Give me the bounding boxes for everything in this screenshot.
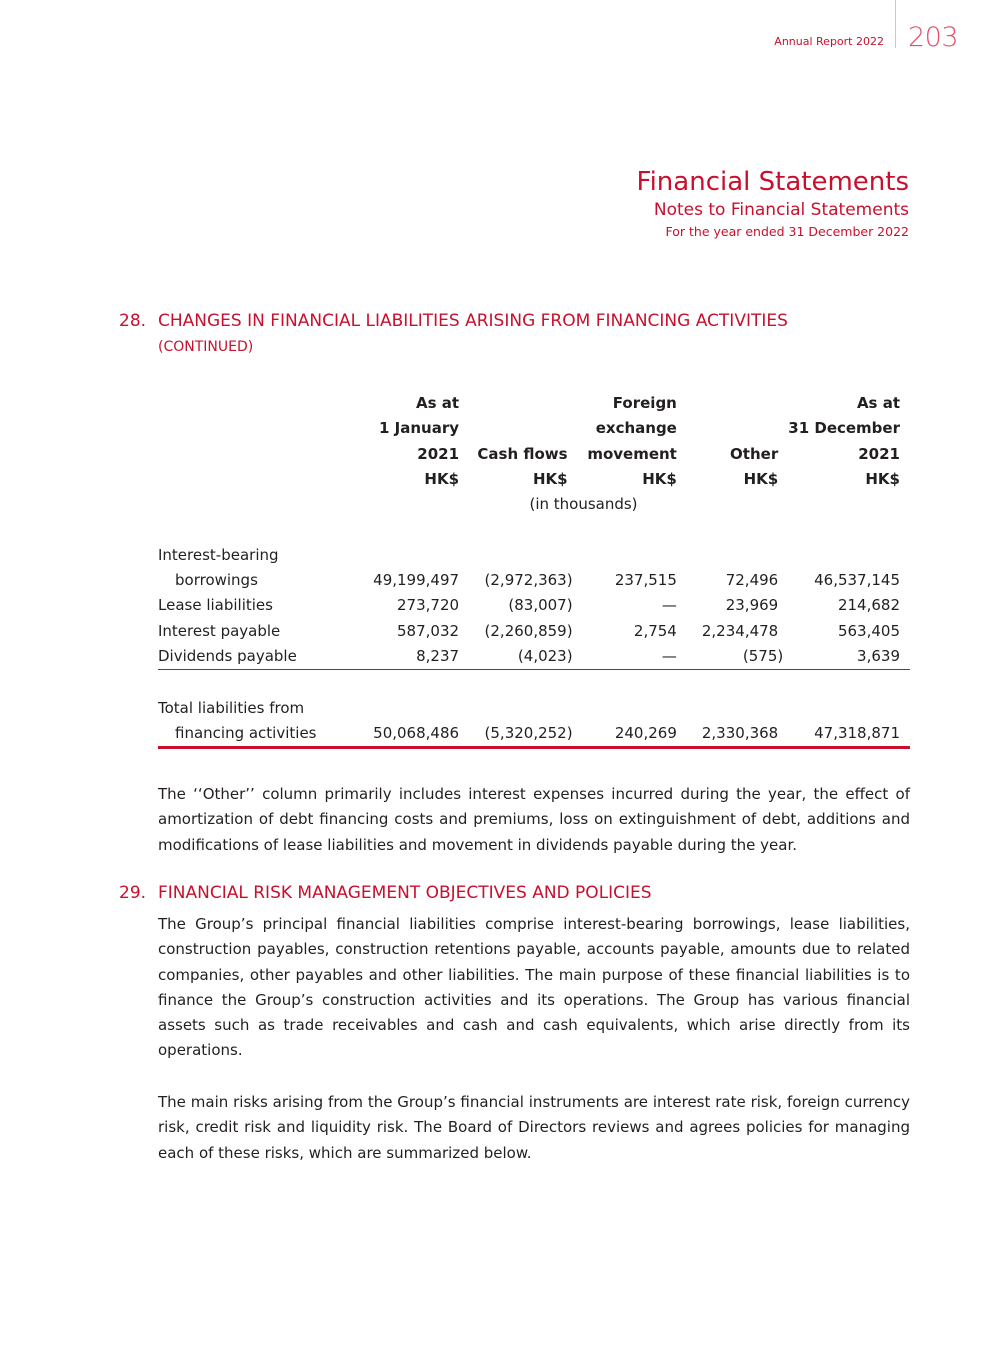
header-divider bbox=[895, 0, 896, 48]
header-cell bbox=[158, 467, 362, 492]
header-row bbox=[158, 391, 910, 416]
header-cell bbox=[687, 391, 788, 416]
section-title: Financial Statements bbox=[636, 167, 909, 197]
header-cell bbox=[158, 442, 362, 467]
report-label: Annual Report 2022 bbox=[774, 35, 884, 48]
table-cell: 2,234,478 bbox=[701, 621, 779, 640]
header-cell: Cash flows bbox=[477, 444, 568, 463]
table-cell: 587,032 bbox=[397, 621, 460, 640]
table-cell: 563,405 bbox=[837, 621, 900, 640]
total-label: Total liabilities from bbox=[158, 698, 305, 717]
total-cell: 2,330,368 bbox=[687, 721, 788, 748]
header-cell bbox=[158, 416, 362, 441]
table-cell: (4,023) bbox=[469, 644, 578, 670]
header-cell: As at bbox=[856, 394, 900, 412]
table-cell: 49,199,497 bbox=[373, 571, 460, 590]
table-cell: (83,007) bbox=[508, 596, 573, 615]
table-cell: (2,972,363) bbox=[484, 571, 573, 590]
section-period: For the year ended 31 December 2022 bbox=[665, 224, 909, 239]
unit-row bbox=[158, 492, 910, 517]
table-cell: 273,720 bbox=[397, 596, 460, 615]
header-cell: HK$ bbox=[642, 469, 677, 488]
row-label: Interest-bearing bbox=[158, 545, 279, 564]
financial-liabilities-table bbox=[158, 391, 910, 749]
header-cell bbox=[469, 416, 578, 441]
header-cell: 31 December bbox=[788, 419, 900, 438]
table-cell: 2,754 bbox=[633, 621, 677, 640]
header-cell bbox=[469, 391, 578, 416]
table-cell: 72,496 bbox=[725, 571, 779, 590]
note-28-footnote: The ‘‘Other’’ column primarily includes interest expenses incurred during the year, the effect of amortization of debt financing costs and premiums, loss on extinguishment of debt, additions and modifications of lease liabilities and movement in dividends payable during the year. bbox=[158, 785, 910, 854]
row-label: Dividends payable bbox=[158, 644, 362, 670]
note-28-heading: CHANGES IN FINANCIAL LIABILITIES ARISING FROM FINANCING ACTIVITIES bbox=[158, 311, 788, 331]
note-29-paragraph-2: The main risks arising from the Group’s financial instruments are interest rate risk, foreign currency risk, credit risk and liquidity risk. The Board of Directors reviews and agrees policies for managing each of these risks, which are summarized below. bbox=[158, 1093, 910, 1162]
header-cell: exchange bbox=[595, 419, 677, 438]
note-29-paragraph-1: The Group’s principal financial liabilities comprise interest-bearing borrowings, lease liabilities, construction payables, construction retentions payable, accounts payable, amounts due to related companies, other payables and other liabilities. The main purpose of these financial liabilities is to finance the Group’s construction activities and its operations. The Group has various financial assets such as trade receivables and cash and cash equivalents, which arise directly from its operations. bbox=[158, 915, 910, 1060]
total-cell: 47,318,871 bbox=[788, 721, 910, 748]
table-cell: 23,969 bbox=[725, 596, 779, 615]
header-cell: movement bbox=[587, 444, 677, 463]
unit-note: (in thousands) bbox=[529, 495, 638, 514]
total-cell: 240,269 bbox=[578, 721, 687, 748]
header-cell: HK$ bbox=[532, 469, 568, 488]
row-label: Lease liabilities bbox=[158, 596, 273, 615]
title-block bbox=[637, 166, 909, 242]
row-label: borrowings bbox=[175, 571, 258, 590]
header-row bbox=[158, 416, 910, 441]
table-cell: 3,639 bbox=[788, 644, 910, 670]
table-cell: 8,237 bbox=[362, 644, 469, 670]
row-label: Interest payable bbox=[158, 621, 281, 640]
header-cell bbox=[158, 391, 362, 416]
header-cell: 2021 bbox=[417, 444, 460, 463]
note-28-number: 28. bbox=[119, 311, 147, 331]
table-row bbox=[158, 543, 910, 568]
total-cell: 50,068,486 bbox=[362, 721, 469, 748]
header-cell: Foreign bbox=[612, 394, 677, 412]
total-label: financing activities bbox=[158, 721, 362, 748]
table-cell: — bbox=[661, 596, 677, 615]
table-cell: (2,260,859) bbox=[484, 621, 573, 640]
table-cell: — bbox=[578, 644, 687, 670]
section-subtitle: Notes to Financial Statements bbox=[653, 200, 909, 220]
header-cell: 1 January bbox=[379, 419, 460, 438]
table-cell: 237,515 bbox=[614, 571, 677, 590]
total-label-row bbox=[158, 696, 910, 721]
table-cell: (575) bbox=[687, 644, 788, 670]
note-29-heading: FINANCIAL RISK MANAGEMENT OBJECTIVES AND POLICIES bbox=[158, 883, 652, 903]
page-number: 203 bbox=[908, 22, 959, 53]
table-row bbox=[158, 619, 910, 644]
header-cell: HK$ bbox=[865, 469, 900, 488]
total-row bbox=[158, 721, 910, 748]
header-cell bbox=[687, 416, 788, 441]
table-cell: 214,682 bbox=[837, 596, 900, 615]
header-cell: Other bbox=[730, 444, 779, 463]
total-cell: (5,320,252) bbox=[469, 721, 578, 748]
table-row bbox=[158, 593, 910, 618]
header-row bbox=[158, 467, 910, 492]
header-cell: HK$ bbox=[424, 469, 460, 488]
header-row bbox=[158, 442, 910, 467]
table-cell: 46,537,145 bbox=[814, 571, 900, 590]
header-cell: As at bbox=[415, 394, 460, 412]
table-row bbox=[158, 568, 910, 593]
table-row bbox=[158, 644, 910, 670]
header-cell: HK$ bbox=[743, 469, 779, 488]
note-29-number: 29. bbox=[119, 883, 147, 903]
header-cell: 2021 bbox=[858, 444, 900, 463]
note-28-continued: (CONTINUED) bbox=[158, 339, 254, 355]
